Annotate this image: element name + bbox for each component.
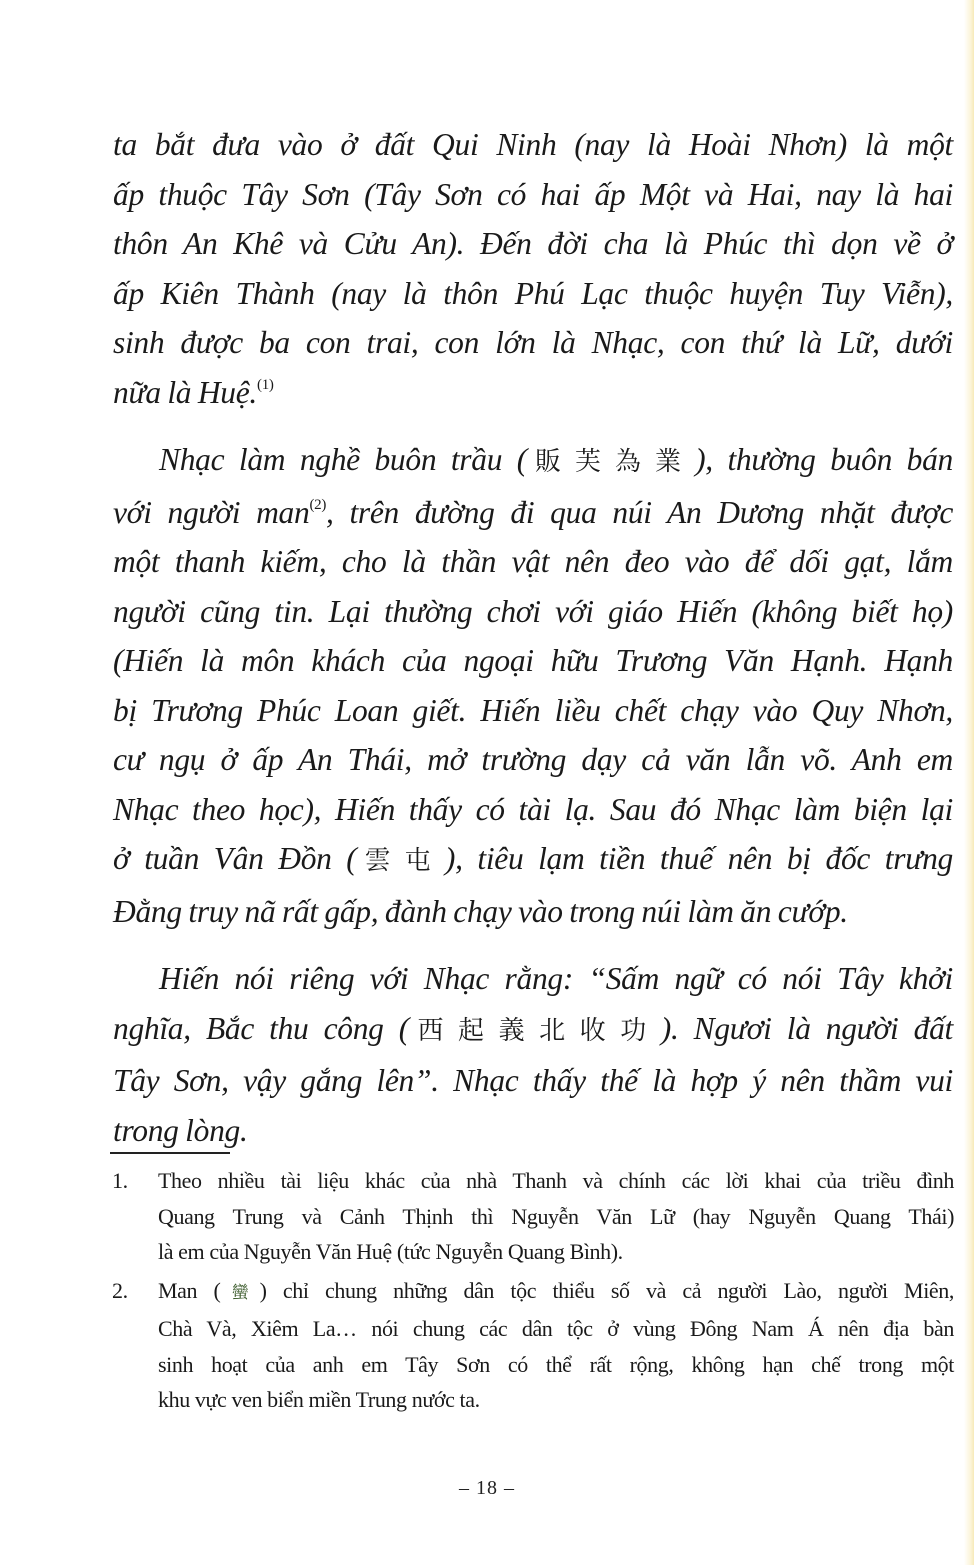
footnote-text (158, 1273, 954, 1418)
text-line: ta bắt đưa vào ở đất Qui Ninh (nay là Hoài Nhơn) là một (113, 127, 953, 162)
text-segment: , trên đường đi qua núi An Dương nhặt được (326, 494, 953, 530)
text-line: Theo nhiều tài liệu khác của nhà Thanh và chính các lời khai của triều đình (158, 1168, 954, 1193)
text-segment: nữa là Huệ. (113, 374, 257, 410)
text-segment: ). Ngươi là người đất (660, 1010, 953, 1046)
footnotes (112, 1163, 954, 1421)
text-segment: ở tuần Vân Đồn ( (113, 841, 357, 876)
han-character: 蠻 (220, 1282, 260, 1303)
text-line: bị Trương Phúc Loan giết. Hiến liều chết chạy vào Quy Nhơn, (113, 692, 953, 728)
han-characters: 雲屯 (356, 846, 445, 876)
text-line: Tây Sơn, vậy gắng lên”. Nhạc thấy thế là hợp ý nên thầm vui (113, 1063, 953, 1098)
footnote-number: 2. (112, 1277, 128, 1303)
text-line: là em của Nguyễn Văn Huệ (tức Nguyễn Quang Bình). (158, 1239, 623, 1264)
text-line: người cũng tin. Lại thường chơi với giáo Hiến (không biết họ) (113, 593, 953, 629)
text-line: Hiến nói riêng với Nhạc rằng: “Sấm ngữ có nói Tây khởi (159, 961, 953, 996)
text-segment: ), tiêu lạm tiền thuế nên bị đốc trưng (444, 841, 953, 876)
body-text (113, 120, 953, 1155)
text-line (113, 368, 953, 418)
footnote-2 (112, 1273, 954, 1418)
page-number: – 18 – (459, 1477, 515, 1499)
text-line: (Hiến là môn khách của ngoại hữu Trương Văn Hạnh. Hạnh (113, 643, 953, 678)
text-segment: Nhạc làm nghề buôn trầu ( (159, 442, 527, 477)
text-line: sinh được ba con trai, con lớn là Nhạc, con thứ là Lữ, dưới (113, 325, 953, 360)
footnote-1 (112, 1163, 954, 1270)
text-segment: Man ( (158, 1277, 221, 1303)
text-line (113, 435, 953, 488)
footnote-separator (110, 1152, 230, 1154)
paragraph-3 (113, 954, 953, 1155)
footnote-text (158, 1163, 954, 1270)
text-line: ấp Kiên Thành (nay là thôn Phú Lạc thuộc huyện Tuy Viễn), (113, 275, 953, 311)
text-line (158, 1273, 954, 1312)
footnote-number: 1. (112, 1168, 128, 1193)
page-edge-shadow (964, 0, 974, 1565)
text-line: sinh hoạt của anh em Tây Sơn có thể rất rộng, không hạn chế trong một (158, 1351, 954, 1377)
text-segment: với người man (113, 494, 310, 530)
text-segment: ), thường buôn bán (695, 442, 953, 477)
text-line: Chà Và, Xiêm La… nói chung các dân tộc ở vùng Đông Nam Á nên địa bàn (158, 1316, 954, 1341)
paragraph-2 (113, 435, 953, 936)
text-line (113, 488, 953, 538)
paragraph-1 (113, 120, 953, 417)
footnote-ref-2[interactable]: (2) (309, 496, 327, 513)
text-line: thôn An Khê và Cửu An). Đến đời cha là Phúc thì dọn về ở (113, 226, 953, 261)
text-line: Đằng truy nã rất gấp, đành chạy vào trong núi làm ăn cướp. (113, 893, 848, 929)
han-characters: 西起義北收功 (408, 1015, 661, 1046)
text-line: Quang Trung và Cảnh Thịnh thì Nguyễn Văn Lữ (hay Nguyễn Quang Thái) (158, 1203, 954, 1229)
text-line (113, 834, 953, 887)
footnote-ref-1[interactable]: (1) (257, 376, 274, 393)
text-segment: nghĩa, Bắc thu công ( (113, 1010, 409, 1046)
text-line: trong lòng. (113, 1112, 248, 1148)
text-line: một thanh kiếm, cho là thần vật nên đeo vào để dối gạt, lắm (113, 544, 953, 579)
text-segment: ) chỉ chung những dân tộc thiểu số và cả người Lào, người Miên, (259, 1277, 954, 1303)
text-line: khu vực ven biển miền Trung nước ta. (158, 1387, 480, 1412)
text-line (113, 1004, 953, 1057)
han-characters: 販芙為業 (526, 447, 696, 477)
text-line: cư ngụ ở ấp An Thái, mở trường dạy cả văn lẫn võ. Anh em (113, 742, 953, 777)
text-line: Nhạc theo học), Hiến thấy có tài lạ. Sau đó Nhạc làm biện lại (113, 791, 953, 827)
text-line: ấp thuộc Tây Sơn (Tây Sơn có hai ấp Một và Hai, nay là hai (113, 176, 953, 212)
